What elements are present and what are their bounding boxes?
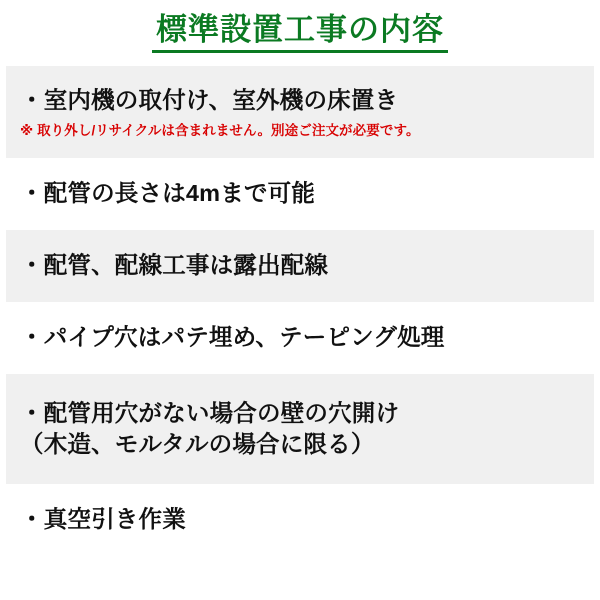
list-item <box>6 374 594 484</box>
list-item-text: ・室内機の取付け、室外機の床置き <box>20 86 399 113</box>
list-item-note: ※ 取り外し/リサイクルは含まれません。別途ご注文が必要です。 <box>20 122 420 138</box>
list-item-text: ・真空引き作業 <box>20 506 186 533</box>
list-item <box>6 230 594 302</box>
page-title-area <box>0 0 600 66</box>
list-item-text-line-2: （木造、モルタルの場合に限る） <box>20 431 375 457</box>
list-item-text: ・配管の長さは4mまで可能 <box>20 180 316 207</box>
list-item-text: ・配管、配線工事は露出配線 <box>20 252 329 279</box>
list-item-text-line-1: ・配管用穴がない場合の壁の穴開け <box>20 399 400 426</box>
list-item-text: ・パイプ穴はパテ埋め、テーピング処理 <box>20 324 445 351</box>
list-item <box>6 66 594 158</box>
page-title: 標準設置工事の内容 <box>152 13 448 53</box>
work-item-list <box>0 66 600 600</box>
list-item <box>6 484 594 556</box>
list-item <box>6 302 594 374</box>
list-item <box>6 158 594 230</box>
